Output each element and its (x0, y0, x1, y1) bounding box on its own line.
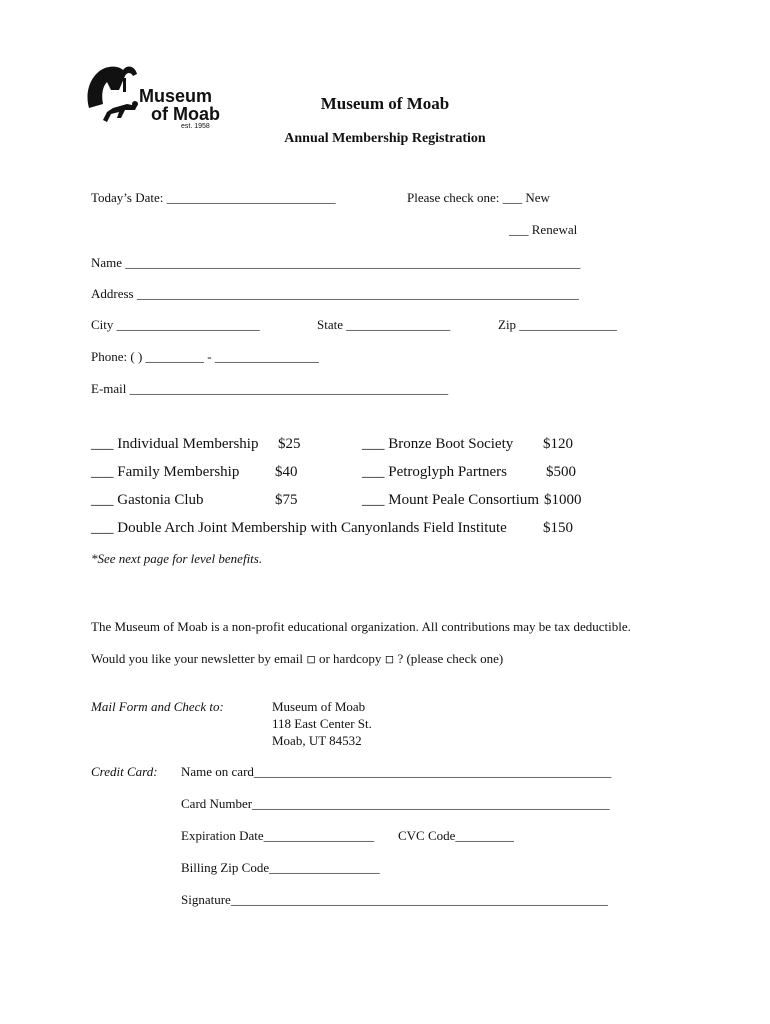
phone-field[interactable]: Phone: ( ) _________ - ________________ (91, 349, 319, 364)
logo-line2: of Moab (151, 104, 220, 124)
date-field[interactable]: Today’s Date: __________________________ (91, 190, 336, 205)
card-number-field[interactable]: Card Number_______________________________________________________ (181, 796, 610, 811)
petroglyph-price: $500 (546, 464, 576, 480)
bronze-boot-price: $120 (543, 436, 573, 452)
billing-zip-field[interactable]: Billing Zip Code_________________ (181, 860, 380, 875)
name-field[interactable]: Name ______________________________________________________________________ (91, 255, 581, 270)
credit-card-label: Credit Card: (91, 764, 158, 779)
email-field[interactable]: E-mail _________________________________________________ (91, 381, 449, 396)
city-field[interactable]: City ______________________ (91, 317, 260, 332)
page-subtitle: Annual Membership Registration (284, 131, 486, 146)
nonprofit-statement: The Museum of Moab is a non-profit educational organization. All contributions may be tax deductible. (91, 619, 631, 634)
newsletter-preference[interactable]: Would you like your newsletter by email ◽ or hardcopy ◽ ? (please check one) (91, 651, 504, 666)
page-title: Museum of Moab (320, 94, 450, 113)
double-arch-option[interactable]: ___ Double Arch Joint Membership with Canyonlands Field Institute (91, 520, 507, 536)
individual-membership-option[interactable]: ___ Individual Membership (91, 436, 259, 452)
petroglyph-option[interactable]: ___ Petroglyph Partners (362, 464, 507, 480)
mail-address-line2: 118 East Center St. (272, 716, 372, 731)
mail-label: Mail Form and Check to: (91, 699, 224, 714)
mount-peale-price: $1000 (544, 492, 582, 508)
bronze-boot-option[interactable]: ___ Bronze Boot Society (362, 436, 514, 452)
card-name-field[interactable]: Name on card_______________________________________________________ (181, 764, 612, 779)
double-arch-price: $150 (543, 520, 573, 536)
signature-field[interactable]: Signature__________________________________________________________ (181, 892, 608, 907)
zip-field[interactable]: Zip _______________ (498, 317, 617, 332)
renewal-check-field[interactable]: ___ Renewal (509, 222, 578, 237)
family-membership-option[interactable]: ___ Family Membership (91, 464, 240, 480)
expiration-date-field[interactable]: Expiration Date_________________ (181, 828, 375, 843)
new-check-field[interactable]: Please check one: ___ New (407, 190, 550, 205)
mail-address-line1: Museum of Moab (272, 699, 366, 714)
gastonia-club-price: $75 (275, 492, 298, 508)
mount-peale-option[interactable]: ___ Mount Peale Consortium (362, 492, 540, 508)
cvc-code-field[interactable]: CVC Code_________ (398, 828, 514, 843)
gastonia-club-option[interactable]: ___ Gastonia Club (91, 492, 204, 508)
state-field[interactable]: State ________________ (317, 317, 451, 332)
family-membership-price: $40 (275, 464, 298, 480)
logo-est: est. 1958 (181, 123, 210, 130)
mail-address-line3: Moab, UT 84532 (272, 733, 362, 748)
individual-membership-price: $25 (278, 436, 301, 452)
benefits-note: *See next page for level benefits. (91, 551, 263, 566)
logo-line1: Museum (139, 86, 213, 106)
address-field[interactable]: Address ____________________________________________________________________ (91, 286, 579, 301)
